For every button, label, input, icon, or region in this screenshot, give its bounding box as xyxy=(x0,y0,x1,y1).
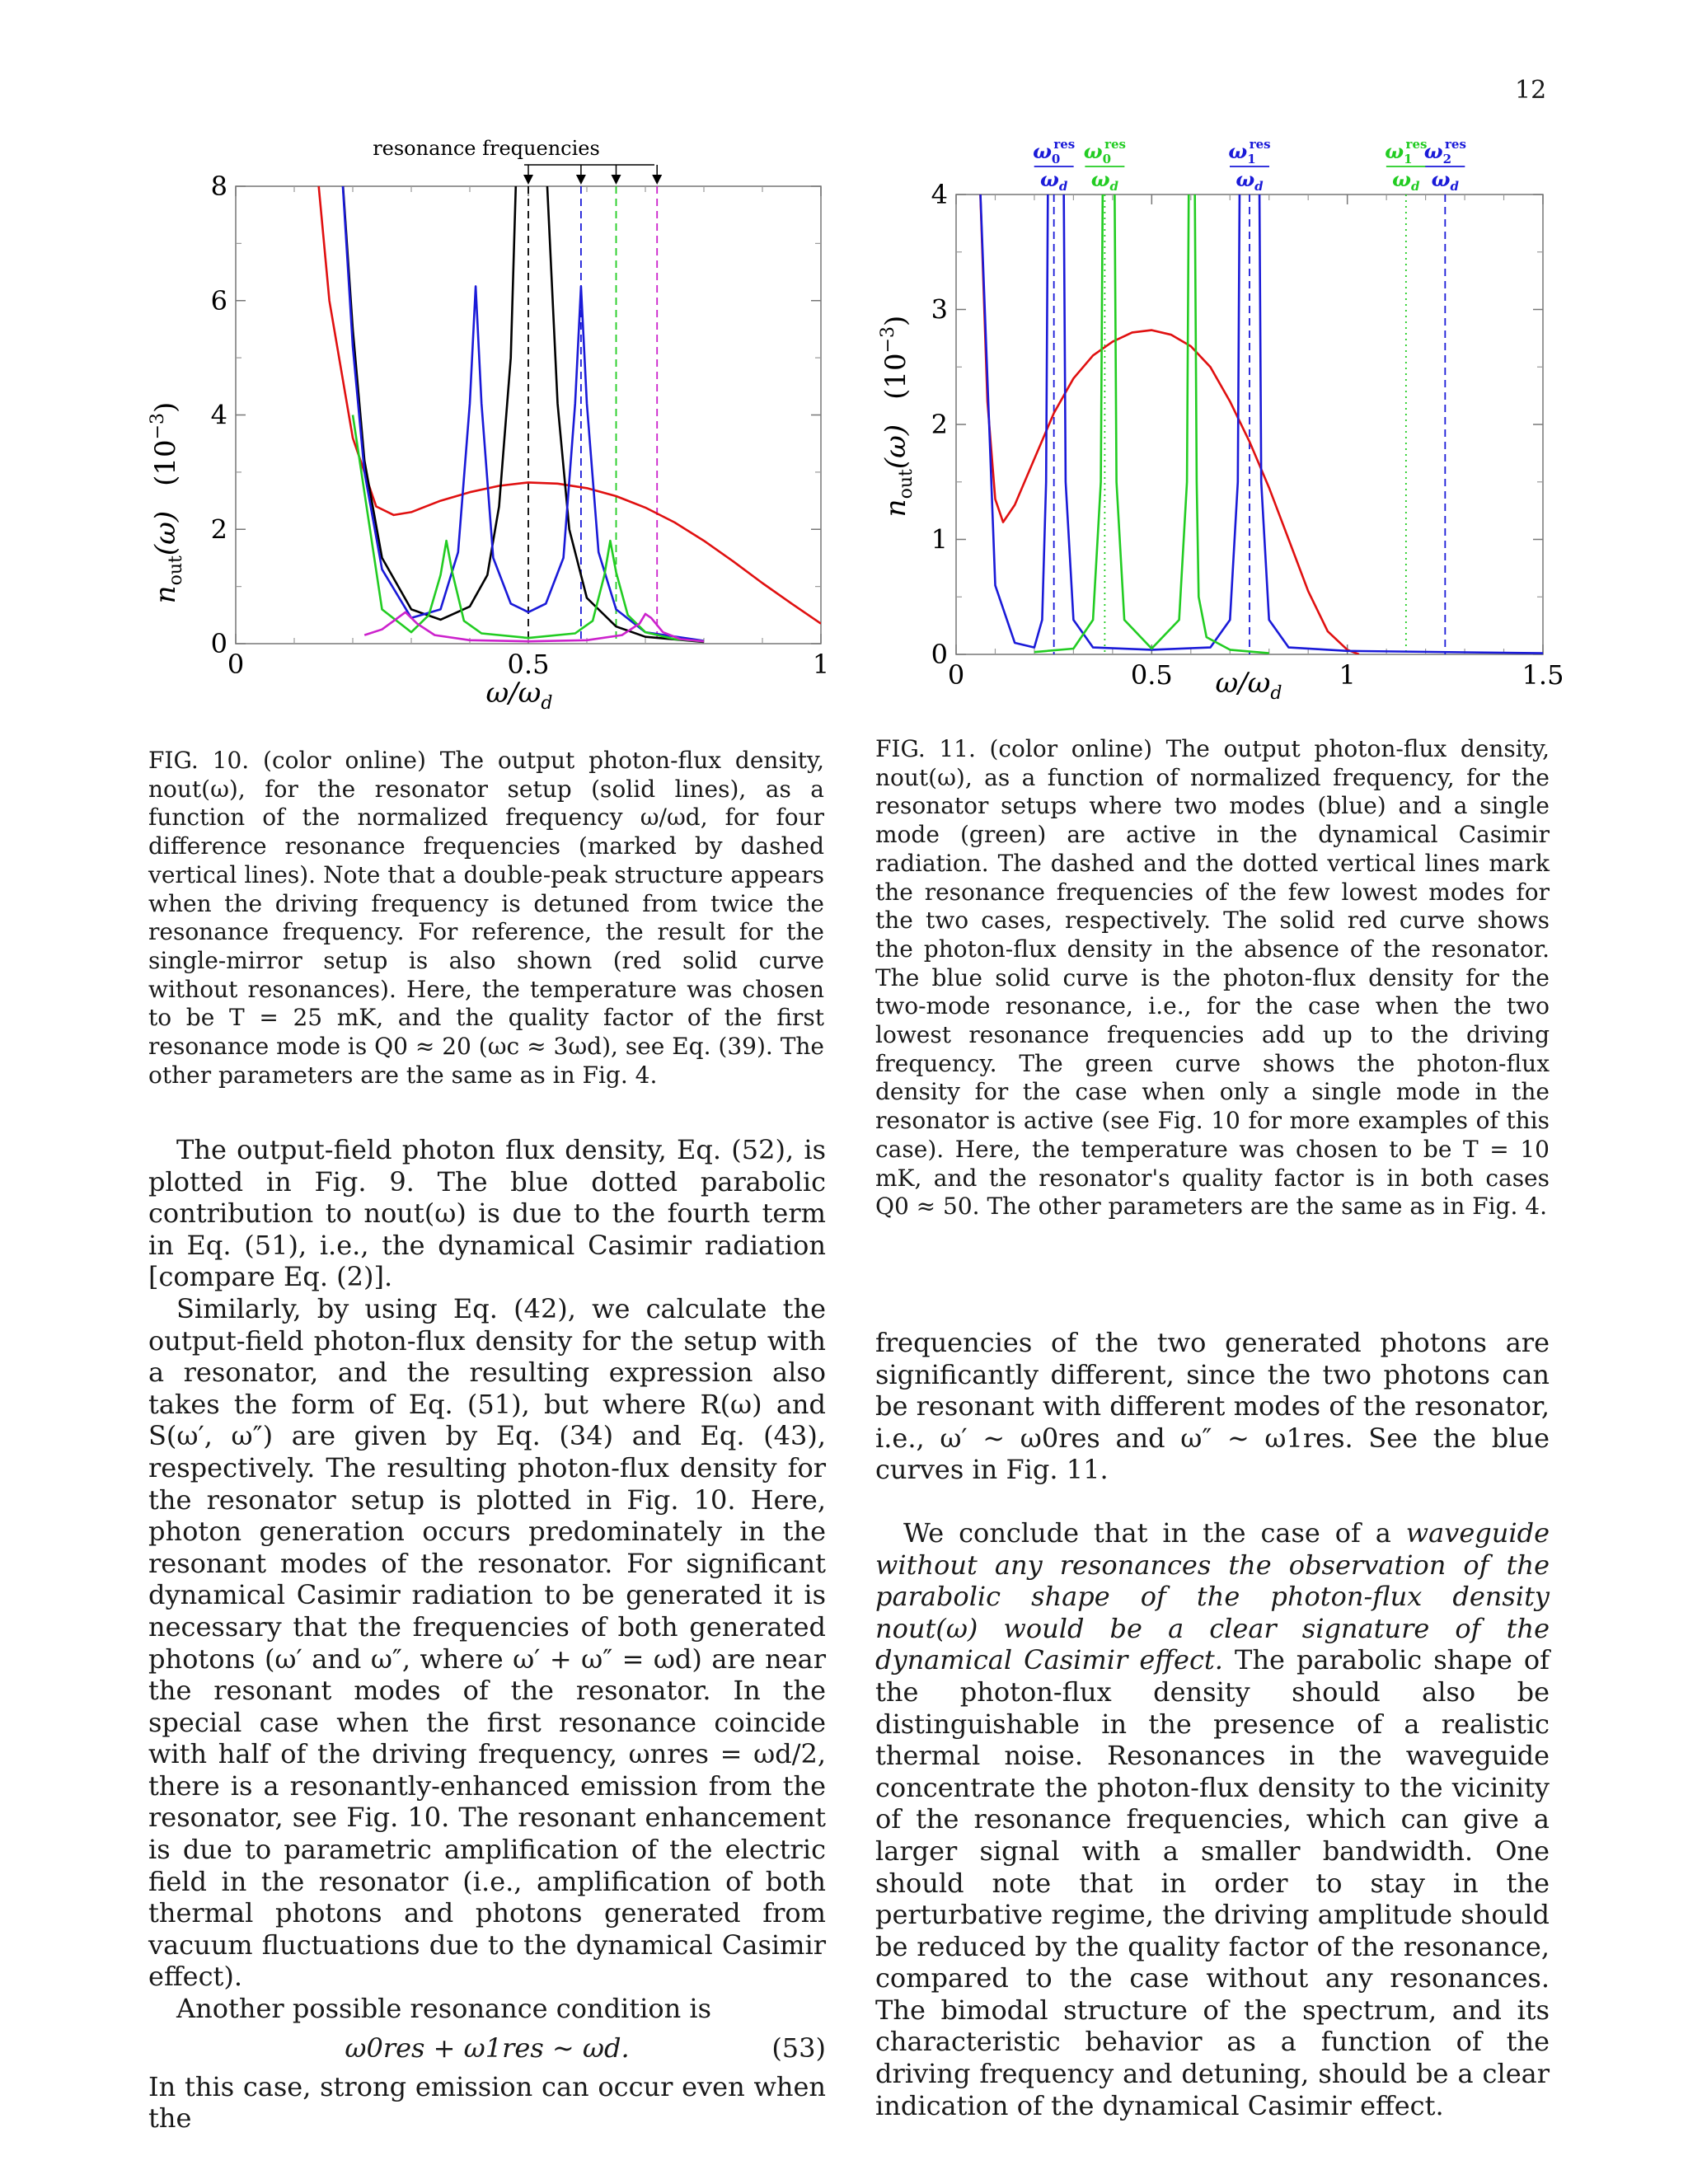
x-tick-label: 0.5 xyxy=(1130,659,1173,691)
y-axis-label: $n_{out}(\omega)(10^{-3})$ xyxy=(148,401,186,604)
annotation-arrow-head xyxy=(612,175,621,185)
conclusion-italic: waveguide without any resonances the observation of the parabolic shape of the photon-flux density nout(ω) would be a clear signature of the dynamical Casimir effect. xyxy=(875,1516,1550,1676)
y-tick-label: 1 xyxy=(931,523,948,555)
series-line xyxy=(1034,171,1269,654)
x-tick-label: 0.5 xyxy=(507,649,550,680)
conclusion-rest: The parabolic shape of the photon-flux density should also be distinguishable in the presence of a realistic thermal noise. Resonances in the waveguide concentrate the photon-flux density to the vicinity of the resonance frequencies, which can give a larger signal with a smaller bandwidth. One should note that in order to stay in the perturbative regime, the driving amplitude should be reduced by the quality factor of the resonance, compared to the case without any resonances. The bimodal structure of the spectrum, and its characteristic behavior as a function of the driving frequency and detuning, should be a clear indication of the dynamical Casimir effect. xyxy=(875,1644,1550,2121)
series-group xyxy=(317,157,821,644)
figure-10 xyxy=(140,124,841,720)
fraction-denominator: $\omega_d$ xyxy=(1090,167,1119,194)
x-tick-label: 1 xyxy=(1339,659,1356,691)
y-tick-label: 4 xyxy=(210,399,227,431)
figure-11 xyxy=(874,124,1564,720)
y-tick-label: 4 xyxy=(931,179,948,210)
fraction-numerator: $\omega_1res$ xyxy=(1228,137,1271,166)
resonance-fraction-label xyxy=(1424,137,1466,194)
page-number: 12 xyxy=(1515,76,1547,105)
y-tick-label: 8 xyxy=(210,171,227,202)
left-column xyxy=(148,1134,826,2135)
annotation-arrow-head xyxy=(576,175,586,185)
series-line xyxy=(341,157,704,640)
paragraph: The output-field photon flux density, Eq. (52), is plotted in Fig. 9. The blue dotted parabolic contribution to nout(ω) is due to the fourth term in Eq. (51), i.e., the dynamical Casimir radiation [compare Eq. (2)]. xyxy=(148,1134,826,1293)
series-line xyxy=(317,175,821,624)
series-group xyxy=(980,171,1544,654)
y-axis-label: $n_{out}(\omega)(10^{-3})$ xyxy=(878,315,917,518)
y-tick-label: 0 xyxy=(931,639,948,670)
resonance-fraction-label xyxy=(1033,137,1075,194)
fraction-denominator: $\omega_d$ xyxy=(1236,167,1264,194)
figure-10-caption: FIG. 10. (color online) The output photon-flux density, nout(ω), for the resonator setup (solid lines), as a function of the normalized frequency ω/ωd, for four difference resonance frequencies (marked by dashed vertical lines). Note that a double-peak structure appears when the driving frequency is detuned from twice the resonance frequency. For reference, the result for the single-mirror setup is also shown (red solid curve without resonances). Here, the temperature was chosen to be T = 25 mK, and the quality factor of the first resonance mode is Q0 ≈ 20 (ωc ≈ 3ωd), see Eq. (39). The other parameters are the same as in Fig. 4. xyxy=(148,747,824,1089)
equation-body: ω0res + ω1res ∼ ωd. xyxy=(345,2032,630,2064)
fraction-denominator: $\omega_d$ xyxy=(1039,167,1068,194)
annotation-arrows xyxy=(523,165,662,185)
resonance-top-labels xyxy=(1033,137,1466,194)
equation-53 xyxy=(148,2025,826,2071)
paragraph: Another possible resonance condition is xyxy=(176,1993,712,2025)
paragraph: In this case, strong emission can occur even when the xyxy=(148,2070,826,2135)
annotation-arrow-head xyxy=(652,175,662,185)
paragraph: frequencies of the two generated photons are significantly different, since the two photons can be resonant with different modes of the resonator, i.e., ω′ ∼ ω0res and ω″ ∼ ω1res. See the blue curves in Fig. 11. xyxy=(875,1327,1550,1486)
y-tick-label: 2 xyxy=(210,513,227,546)
fraction-numerator: $\omega_0res$ xyxy=(1083,137,1126,166)
y-tick-label: 2 xyxy=(931,409,948,440)
fraction-denominator: $\omega_d$ xyxy=(1392,167,1420,194)
paragraph: Similarly, by using Eq. (42), we calculate the output-field photon-flux density for the setup with a resonator, and the resulting expression also takes the form of Eq. (51), but where R(ω) and S(ω′, ω″) are given by Eq. (34) and Eq. (43), respectively. The resulting photon-flux density for the resonator setup is plotted in Fig. 10. Here, photon generation occurs predominately in the resonant modes of the resonator. For significant dynamical Casimir radiation to be generated it is necessary that the frequencies of both generated photons (ω′ and ω″, where ω′ + ω″ = ωd) are near the resonant modes of the resonator. In the special case when the first resonance coincide with half of the driving frequency, ωnres = ωd/2, there is a resonantly-enhanced emission from the resonator, see Fig. 10. The resonant enhancement is due to parametric amplification of the electric field in the resonator (i.e., amplification of both thermal photons and photons generated from vacuum fluctuations due to the dynamical Casimir effect). xyxy=(148,1292,826,1993)
x-tick-label: 1.5 xyxy=(1522,659,1564,691)
right-column xyxy=(875,1327,1550,2121)
x-axis-label: $\omega/\omega_d$ xyxy=(485,677,553,714)
fraction-numerator: $\omega_0res$ xyxy=(1033,137,1076,166)
conclusion-lead: We conclude that in the case of a xyxy=(903,1516,1406,1549)
tick-labels xyxy=(931,179,1564,691)
figure-10-chart xyxy=(140,124,841,717)
resonance-fraction-label xyxy=(1228,137,1270,194)
equation-number: (53) xyxy=(771,2032,826,2064)
series-line xyxy=(980,171,1544,654)
resonance-fraction-label xyxy=(1084,137,1126,194)
y-tick-label: 0 xyxy=(210,628,227,659)
y-tick-label: 3 xyxy=(931,293,948,326)
fraction-denominator: $\omega_d$ xyxy=(1431,167,1460,194)
y-tick-label: 6 xyxy=(210,284,227,316)
x-tick-label: 1 xyxy=(812,649,830,680)
x-tick-label: 0 xyxy=(947,659,965,691)
figure-11-chart xyxy=(874,124,1564,717)
resonance-fraction-label xyxy=(1385,137,1427,194)
x-axis-label: $\omega/\omega_d$ xyxy=(1215,667,1282,704)
annotation-arrow-head xyxy=(523,175,533,185)
fraction-numerator: $\omega_2res$ xyxy=(1423,137,1466,166)
series-line xyxy=(980,171,1359,654)
resonance-frequencies-annotation: resonance frequencies xyxy=(373,137,600,160)
figure-11-caption: FIG. 11. (color online) The output photon-flux density, nout(ω), as a function of normalized frequency, for the resonator setups where two modes (blue) and a single mode (green) are active in the dynamical Casimir radiation. The dashed and the dotted vertical lines mark the resonance frequencies of the few lowest modes for the two cases, respectively. The solid red curve shows the photon-flux density in the absence of the resonator. The blue solid curve is the photon-flux density for the two-mode resonance, i.e., for the case when the two lowest resonance frequencies add up to the driving frequency. The green curve shows the photon-flux density for the case when only a single mode in the resonator is active (see Fig. 10 for more examples of this case). Here, the temperature was chosen to be T = 10 mK, and the resonator's quality factor is in both cases Q0 ≈ 50. The other parameters are the same as in Fig. 4. xyxy=(875,735,1550,1221)
paragraph-conclusion xyxy=(875,1517,1550,2121)
fraction-numerator: $\omega_1res$ xyxy=(1385,137,1428,166)
series-line xyxy=(341,157,704,642)
x-tick-label: 0 xyxy=(227,649,245,680)
tick-labels xyxy=(211,171,830,680)
